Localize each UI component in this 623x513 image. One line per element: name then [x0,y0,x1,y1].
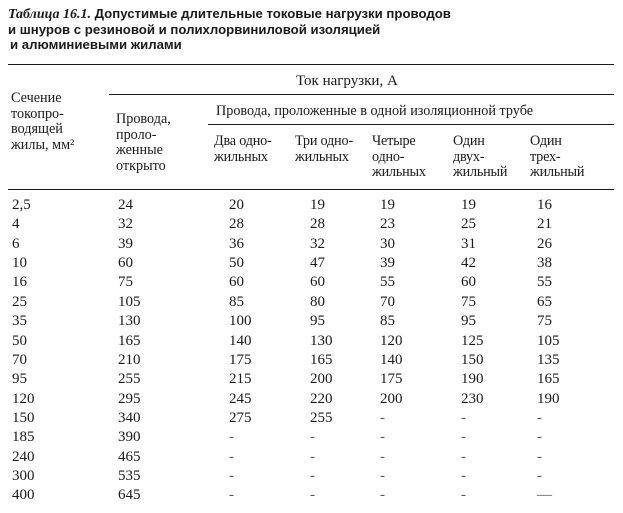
cell-section: 50 [12,332,27,349]
cell-section: 120 [12,390,35,407]
header-three-single-core [295,134,353,165]
cell-four-single: 39 [380,255,395,272]
header-two-single-line: жильных [214,148,268,165]
header-section-line: водящей [11,121,63,137]
cell-two-single: 50 [229,255,244,272]
table-top-rule [8,64,614,65]
cell-open-laid: 130 [118,313,141,330]
cell-one-two-core: - [461,429,466,446]
header-section-column [11,91,74,153]
cell-one-two-core: - [461,467,466,484]
cell-open-laid: 210 [118,351,141,368]
cell-one-three-core: 135 [537,351,560,368]
caption-line-3: и алюминиевыми жилами [10,37,182,52]
cell-two-single: 275 [229,409,252,426]
cell-open-laid: 32 [118,216,133,233]
cell-four-single: 55 [380,274,395,291]
current-load-rule [109,94,614,95]
header-open-line: открыто [116,157,166,174]
cell-two-single: - [229,467,234,484]
caption-label: Таблица 16.1. [8,7,91,22]
cell-section: 400 [12,487,35,504]
cell-two-single: - [229,487,234,504]
header-open-line: проло- [116,126,157,143]
cell-four-single: 85 [380,313,395,330]
cell-one-three-core: 165 [537,371,560,388]
pipe-group-rule [208,124,614,125]
cell-one-two-core: 60 [461,274,476,291]
cell-two-single: 60 [229,274,244,291]
cell-one-two-core: - [461,448,466,465]
header-pipe-group: Провода, проложенные в одной изоляционной трубе [216,103,534,119]
cell-two-single: - [229,429,234,446]
cell-section: 35 [12,313,27,330]
cell-section: 10 [12,255,27,272]
cell-four-single: - [380,467,385,484]
cell-open-laid: 645 [118,487,141,504]
cell-one-two-core: 19 [461,197,476,213]
cell-one-two-core: 75 [461,293,476,310]
cell-two-single: 215 [229,371,252,388]
cell-one-two-core: - [461,409,466,426]
cell-one-three-core: - [537,429,542,446]
header-open-line: Провода, [116,111,171,127]
header-one-three-core-line: трех- [530,148,561,165]
cell-open-laid: 295 [118,390,141,407]
cell-section: 95 [12,371,27,388]
header-one-three-core-line: жильный [530,164,585,180]
cell-section: 16 [12,274,27,291]
cell-three-single: 95 [310,313,325,330]
cell-three-single: - [310,448,315,465]
header-section-line: Сечение [11,90,62,106]
cell-three-single: 220 [310,390,333,407]
cell-one-two-core: 95 [461,313,476,330]
header-bottom-rule [8,189,614,190]
cell-open-laid: 165 [118,332,141,349]
cell-four-single: 140 [380,351,403,368]
cell-one-two-core: 42 [461,255,476,272]
cell-three-single: - [310,467,315,484]
cell-four-single: 200 [380,390,403,407]
cell-one-three-core: 190 [537,390,560,407]
cell-two-single: - [229,448,234,465]
cell-one-three-core: — [537,487,552,504]
cell-two-single: 140 [229,332,252,349]
cell-one-three-core: 16 [537,197,552,213]
cell-two-single: 36 [229,235,244,252]
cell-section: 4 [12,216,20,233]
cell-open-laid: 39 [118,235,133,252]
cell-open-laid: 535 [118,467,141,484]
cell-three-single: 19 [310,197,325,213]
caption-title-1: Допустимые длительные токовые нагрузки проводов [94,6,451,21]
cell-open-laid: 24 [118,197,133,213]
header-two-single-line: Два одно- [214,133,272,149]
cell-open-laid: 75 [118,274,133,291]
cell-four-single: 23 [380,216,395,233]
cell-two-single: 85 [229,293,244,310]
cell-one-three-core: 38 [537,255,552,272]
cell-three-single: 130 [310,332,333,349]
cell-three-single: 80 [310,293,325,310]
cell-one-two-core: 230 [461,390,484,407]
cell-section: 185 [12,429,35,446]
cell-four-single: - [380,448,385,465]
header-one-two-core-line: жильный [453,164,508,180]
caption-line-2: и шнуров с резиновой и полихлорвиниловой изоляцией [8,22,381,37]
cell-three-single: 47 [310,255,325,272]
cell-one-three-core: 55 [537,274,552,291]
cell-four-single: - [380,409,385,426]
cell-three-single: 255 [310,409,333,426]
header-section-line: токопро- [11,105,64,122]
caption-line-1 [8,6,608,22]
cell-two-single: 28 [229,216,244,233]
cell-open-laid: 255 [118,371,141,388]
header-three-single-line: Три одно- [295,133,353,149]
cell-two-single: 100 [229,313,252,330]
header-four-single-core [372,134,426,181]
header-section-line: жилы, мм² [11,136,75,153]
cell-section: 2,5 [12,197,31,213]
cell-two-single: 245 [229,390,252,407]
cell-one-three-core: - [537,467,542,484]
cell-one-three-core: - [537,448,542,465]
header-one-two-core-line: Один [453,133,485,149]
cell-open-laid: 390 [118,429,141,446]
header-four-single-line: жильных [372,164,426,180]
cell-four-single: - [380,487,385,504]
cell-three-single: - [310,487,315,504]
header-open-line: женные [116,142,163,158]
cell-one-three-core: 75 [537,313,552,330]
cell-one-two-core: 190 [461,371,484,388]
header-four-single-line: одно- [372,148,405,165]
cell-one-two-core: 150 [461,351,484,368]
cell-three-single: - [310,429,315,446]
cell-four-single: 175 [380,371,403,388]
cell-one-two-core: 31 [461,235,476,252]
header-open-laid [116,112,171,174]
cell-open-laid: 340 [118,409,141,426]
cell-section: 300 [12,467,35,484]
cell-three-single: 32 [310,235,325,252]
header-one-two-core-line: двух- [453,148,485,165]
cell-one-three-core: 65 [537,293,552,310]
cell-four-single: - [380,429,385,446]
cell-one-three-core: 105 [537,332,560,349]
cell-one-three-core: 21 [537,216,552,233]
cell-open-laid: 105 [118,293,141,310]
header-one-three-core [530,134,584,181]
header-one-three-core-line: Один [530,133,562,149]
cell-four-single: 30 [380,235,395,252]
header-four-single-line: Четыре [372,133,416,149]
cell-section: 150 [12,409,35,426]
header-one-two-core [453,134,507,181]
cell-section: 70 [12,351,27,368]
cell-three-single: 28 [310,216,325,233]
header-current-load: Ток нагрузки, А [296,73,398,89]
header-three-single-line: жильных [295,148,349,165]
cell-one-three-core: 26 [537,235,552,252]
cell-section: 240 [12,448,35,465]
cell-two-single: 175 [229,351,252,368]
cell-open-laid: 60 [118,255,133,272]
cell-four-single: 70 [380,293,395,310]
cell-one-two-core: 25 [461,216,476,233]
header-two-single-core [214,134,272,165]
cell-one-two-core: 125 [461,332,484,349]
cell-section: 25 [12,293,27,310]
cell-four-single: 120 [380,332,403,349]
cell-three-single: 165 [310,351,333,368]
table-caption [8,6,608,52]
cell-four-single: 19 [380,197,395,213]
cell-section: 6 [12,235,20,252]
cell-two-single: 20 [229,197,244,213]
cell-one-three-core: - [537,409,542,426]
cell-one-two-core: - [461,487,466,504]
cell-open-laid: 465 [118,448,141,465]
cell-three-single: 60 [310,274,325,291]
cell-three-single: 200 [310,371,333,388]
